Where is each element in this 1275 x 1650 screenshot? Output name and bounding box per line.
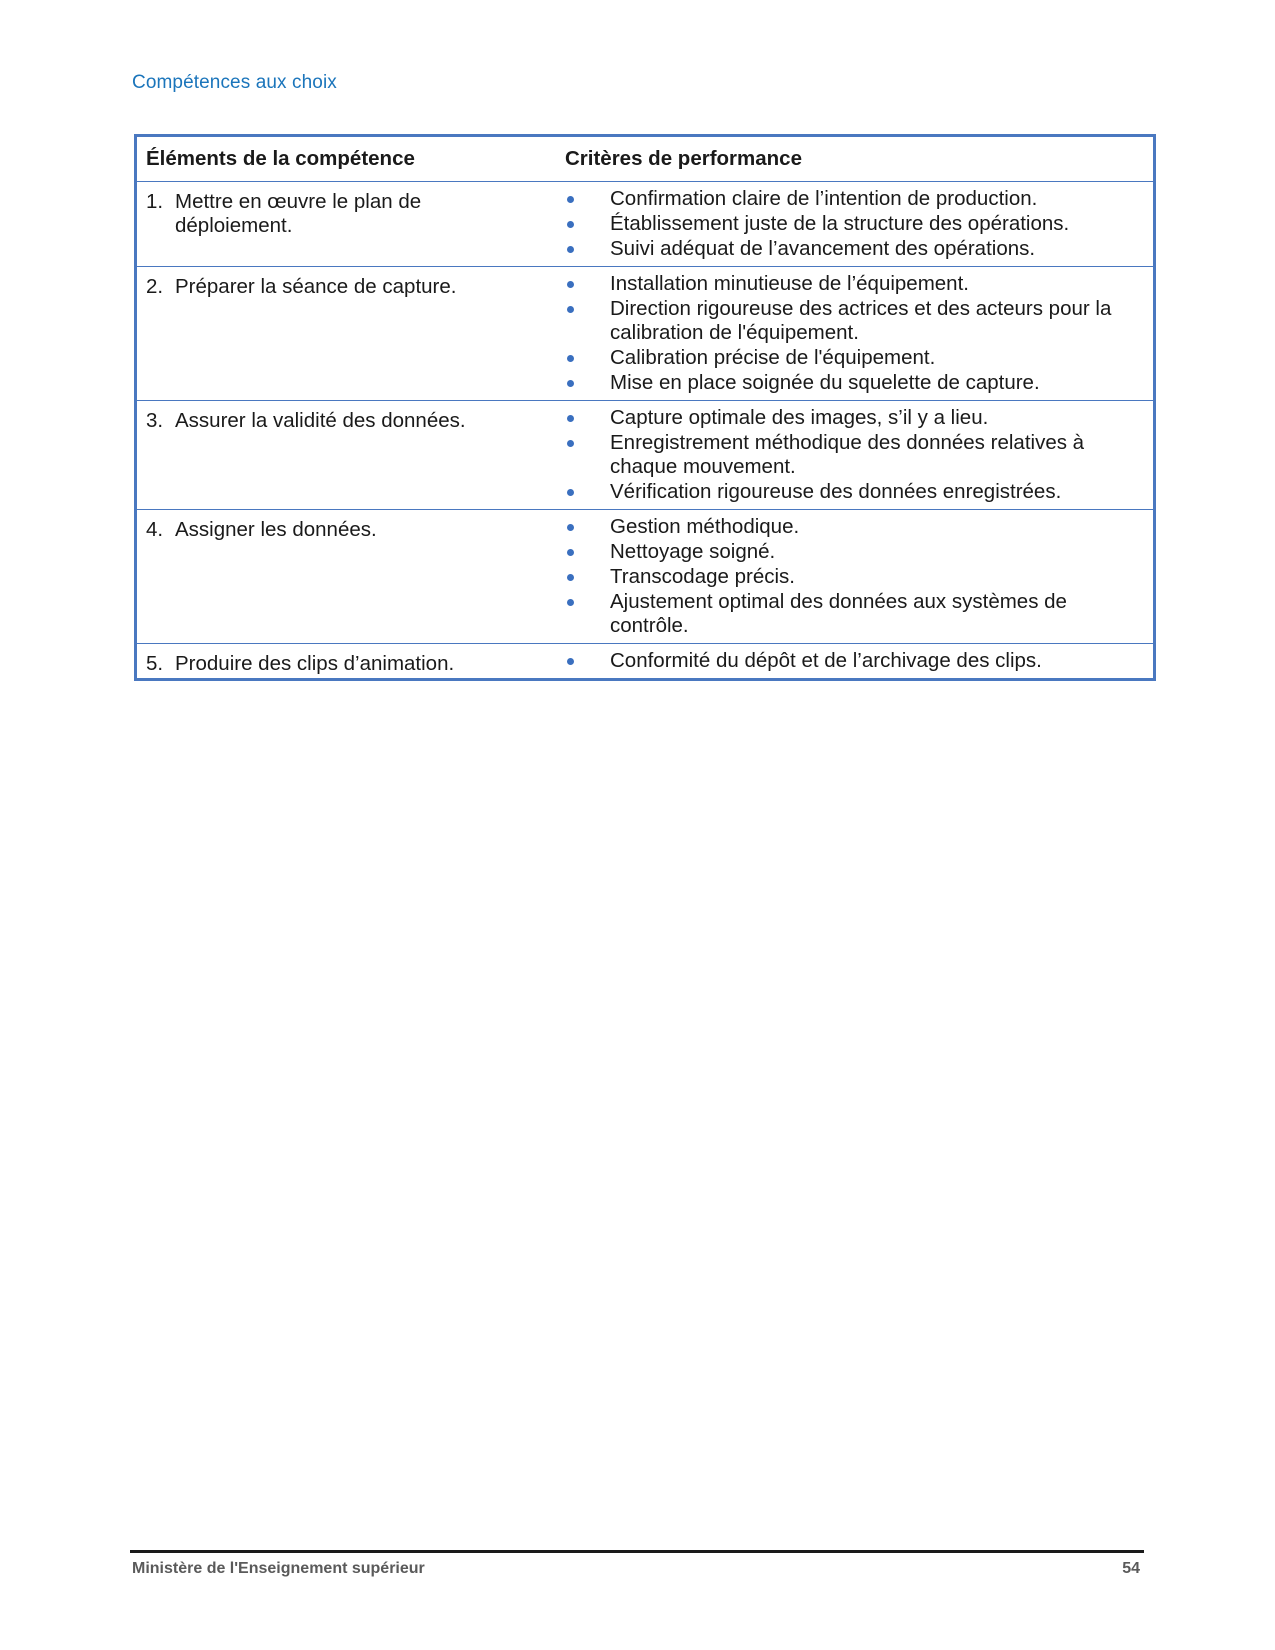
criteria-item: Confirmation claire de l’intention de production. <box>565 187 1141 211</box>
table-header-row <box>137 137 1153 181</box>
element-cell <box>137 644 565 678</box>
footer-ministry: Ministère de l'Enseignement supérieur <box>132 1560 425 1577</box>
criteria-cell <box>565 510 1153 643</box>
footer-divider <box>130 1550 1144 1553</box>
element-number: 3. <box>146 409 164 432</box>
bullet-icon <box>565 649 610 673</box>
criteria-item: Suivi adéquat de l’avancement des opérations. <box>565 237 1141 261</box>
criteria-item: Établissement juste de la structure des opérations. <box>565 212 1141 236</box>
element-text: Préparer la séance de capture. <box>175 275 457 298</box>
bullet-icon <box>565 515 610 539</box>
element-number: 5. <box>146 652 164 675</box>
bullet-icon <box>565 346 610 370</box>
element-cell <box>137 510 565 643</box>
criteria-cell <box>565 644 1153 678</box>
element-number: 4. <box>146 518 164 541</box>
table-row <box>137 643 1153 678</box>
criteria-item: Vérification rigoureuse des données enregistrées. <box>565 480 1141 504</box>
bullet-icon <box>565 540 610 564</box>
criteria-list <box>565 644 1141 678</box>
element-cell <box>137 267 565 400</box>
criteria-cell <box>565 267 1153 400</box>
running-header-title: Compétences aux choix <box>132 72 337 93</box>
criteria-list <box>565 510 1141 643</box>
table-row <box>137 509 1153 643</box>
bullet-icon <box>565 565 610 589</box>
element-text: Assigner les données. <box>175 518 377 541</box>
criteria-item: Calibration précise de l'équipement. <box>565 346 1141 370</box>
criteria-list <box>565 267 1141 400</box>
criteria-item: Nettoyage soigné. <box>565 540 1141 564</box>
criteria-item: Gestion méthodique. <box>565 515 1141 539</box>
competency-table <box>134 134 1156 681</box>
bullet-icon <box>565 431 610 479</box>
bullet-icon <box>565 212 610 236</box>
bullet-icon <box>565 187 610 211</box>
criteria-cell <box>565 182 1153 266</box>
criteria-item: Transcodage précis. <box>565 565 1141 589</box>
element-cell <box>137 401 565 509</box>
criteria-cell <box>565 401 1153 509</box>
bullet-icon <box>565 406 610 430</box>
element-text: Mettre en œuvre le plan de déploiement. <box>175 190 422 237</box>
criteria-item: Installation minutieuse de l’équipement. <box>565 272 1141 296</box>
table-row <box>137 266 1153 400</box>
table-row <box>137 400 1153 509</box>
page-number: 54 <box>1122 1560 1140 1577</box>
bullet-icon <box>565 237 610 261</box>
criteria-list <box>565 401 1141 509</box>
criteria-item: Mise en place soignée du squelette de capture. <box>565 371 1141 395</box>
column-header-criteria: Critères de performance <box>565 147 802 170</box>
criteria-list <box>565 182 1141 266</box>
criteria-item: Capture optimale des images, s’il y a lieu. <box>565 406 1141 430</box>
element-number: 2. <box>146 275 164 298</box>
bullet-icon <box>565 590 610 638</box>
criteria-item: Conformité du dépôt et de l’archivage des clips. <box>565 649 1141 673</box>
bullet-icon <box>565 371 610 395</box>
bullet-icon <box>565 297 610 345</box>
column-header-elements: Éléments de la compétence <box>146 147 415 170</box>
table-row <box>137 181 1153 266</box>
criteria-item: Enregistrement méthodique des données relatives à chaque mouvement. <box>565 431 1141 479</box>
element-text: Produire des clips d’animation. <box>175 652 455 675</box>
element-number: 1. <box>146 190 164 213</box>
element-cell <box>137 182 565 266</box>
criteria-item: Ajustement optimal des données aux systèmes de contrôle. <box>565 590 1141 638</box>
element-text: Assurer la validité des données. <box>175 409 466 432</box>
bullet-icon <box>565 480 610 504</box>
criteria-item: Direction rigoureuse des actrices et des acteurs pour la calibration de l'équipement. <box>565 297 1141 345</box>
bullet-icon <box>565 272 610 296</box>
